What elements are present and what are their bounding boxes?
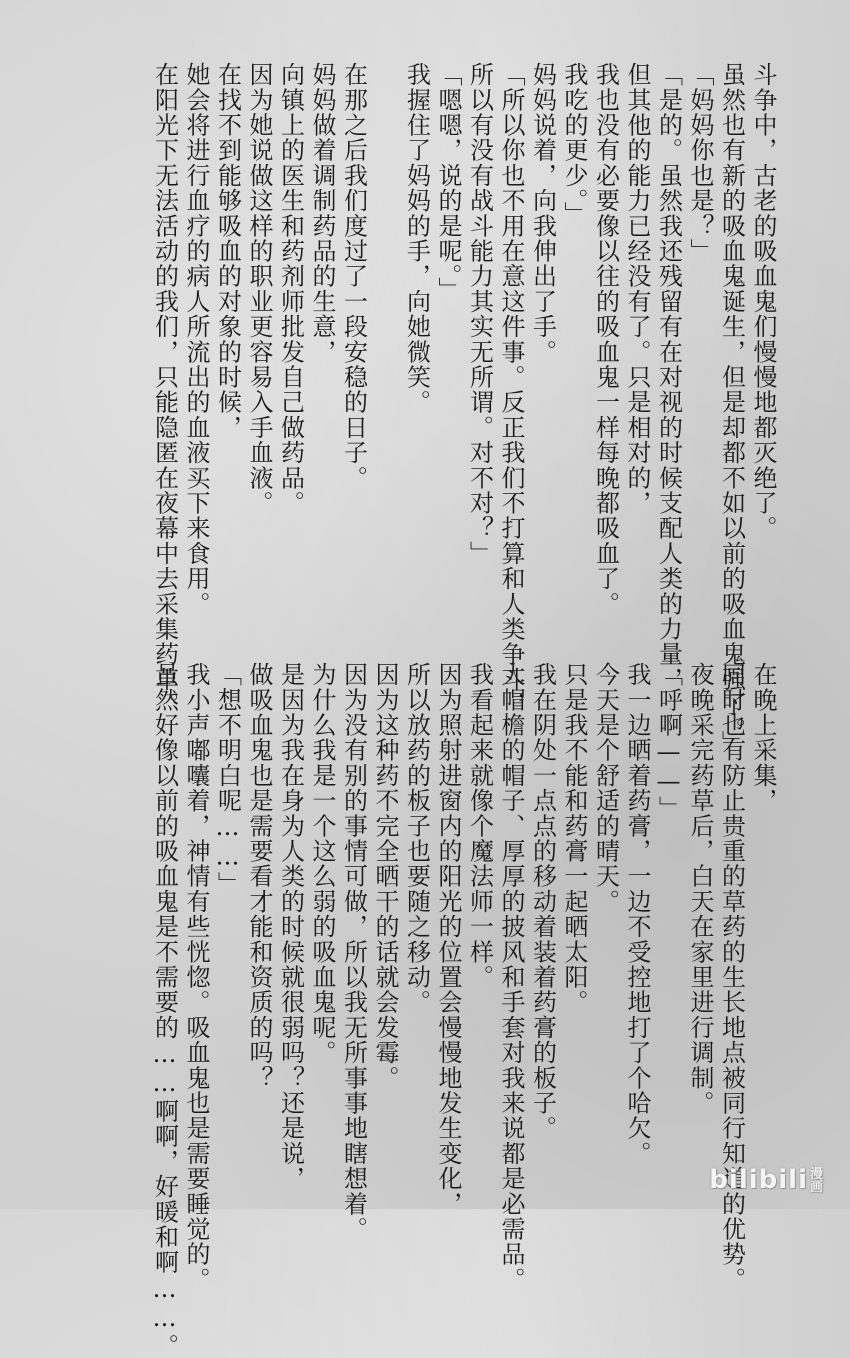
text-line: 「嗯嗯，说的是呢。」 — [434, 62, 462, 302]
text-line: 同时也有防止贵重的草药的生长地点被同行知道的优势。 — [717, 662, 746, 1292]
text-line: 因为她说做这样的职业更容易入手血液。 — [245, 62, 273, 516]
text-line: 夜晚采完药草后，白天在家里进行调制。 — [686, 662, 714, 1116]
text-line: 是因为我在身为人类的时候就很弱吗？还是说， — [276, 662, 305, 1192]
text-line: 为什么我是一个这么弱的吸血鬼呢。 — [308, 662, 336, 1066]
bilibili-comics-watermark — [709, 1165, 836, 1195]
text-line: 我吃的更少。」 — [560, 62, 588, 227]
text-line: 妈妈做着调制药品的生意， — [308, 62, 336, 365]
text-line: 我在阴处一点点的移动着装着药膏的板子。 — [528, 662, 557, 1141]
text-line: 妈妈说着，向我伸出了手。 — [528, 62, 557, 365]
watermark-logo: bilibili — [709, 1165, 808, 1195]
text-line: 因为这种药不完全晒干的话就会发霉。 — [371, 662, 399, 1091]
text-line: 斗争中，古老的吸血鬼们慢慢地都灭绝了。 — [749, 62, 777, 541]
text-line: 所以有没有战斗能力其实无所谓。对不对？」 — [465, 62, 494, 566]
text-line: 我握住了妈妈的手，向她微笑。 — [402, 62, 431, 415]
text-line: 在阳光下无法活动的我们，只能隐匿在夜幕中去采集药草。 — [150, 62, 179, 718]
text-line: 她会将进行血疗的病人所流出的血液买下来食用。 — [182, 62, 210, 617]
text-line: 我小声嘟囔着，神情有些恍惚。吸血鬼也是需要睡觉的。 — [182, 662, 210, 1292]
text-line: 我也没有必要像以往的吸血鬼一样每晚都吸血了。 — [591, 62, 620, 617]
text-line: 在晚上采集， — [749, 662, 777, 814]
text-line: 向镇上的医生和药剂师批发自己做药品。 — [276, 62, 305, 516]
text-line: 在那之后我们度过了一段安稳的日子。 — [339, 62, 368, 491]
text-line: 所以放药的板子也要随之移动。 — [402, 662, 431, 1015]
text-line: 我一边晒着药膏，一边不受控地打了个哈欠。 — [623, 662, 651, 1166]
text-line: 「呼啊——」 — [654, 662, 683, 822]
text-line: 只是我不能和药膏一起晒太阳。 — [560, 662, 588, 1015]
text-line — [369, 62, 401, 602]
text-line: 「所以你也不用在意这件事。反正我们不打算和人类争斗， — [497, 62, 525, 718]
text-line: 我看起来就像个魔法师一样。 — [465, 662, 494, 990]
text-line: 「是的。虽然我还残留有在对视的时候支配人类的力量， — [654, 62, 683, 692]
text-line: 虽然好像以前的吸血鬼是不需要的……啊啊，好暖和啊……。 — [150, 662, 179, 1358]
text-line: 「妈妈你也是？」 — [686, 62, 714, 264]
text-line: 在找不到能够吸血的对象的时候， — [213, 62, 242, 440]
text-line: 因为照射进窗内的阳光的位置会慢慢地发生变化， — [434, 662, 462, 1217]
text-line: 因为没有别的事情可做，所以我无所事事地瞎想着。 — [339, 662, 368, 1242]
watermark-label: 漫画 — [810, 1166, 825, 1195]
text-line: 但其他的能力已经没有了。只是相对的， — [623, 62, 651, 516]
text-line: 「想不明白呢……」 — [213, 662, 242, 897]
text-line: 大帽檐的帽子、厚厚的披风和手套对我来说都是必需品。 — [497, 662, 525, 1292]
text-line: 虽然也有新的吸血鬼诞生，但是却都不如以前的吸血鬼强了。」 — [717, 62, 746, 756]
text-line: 今天是个舒适的晴天。 — [591, 662, 620, 914]
text-line: 做吸血鬼也是需要看才能和资质的吗？ — [245, 662, 273, 1091]
